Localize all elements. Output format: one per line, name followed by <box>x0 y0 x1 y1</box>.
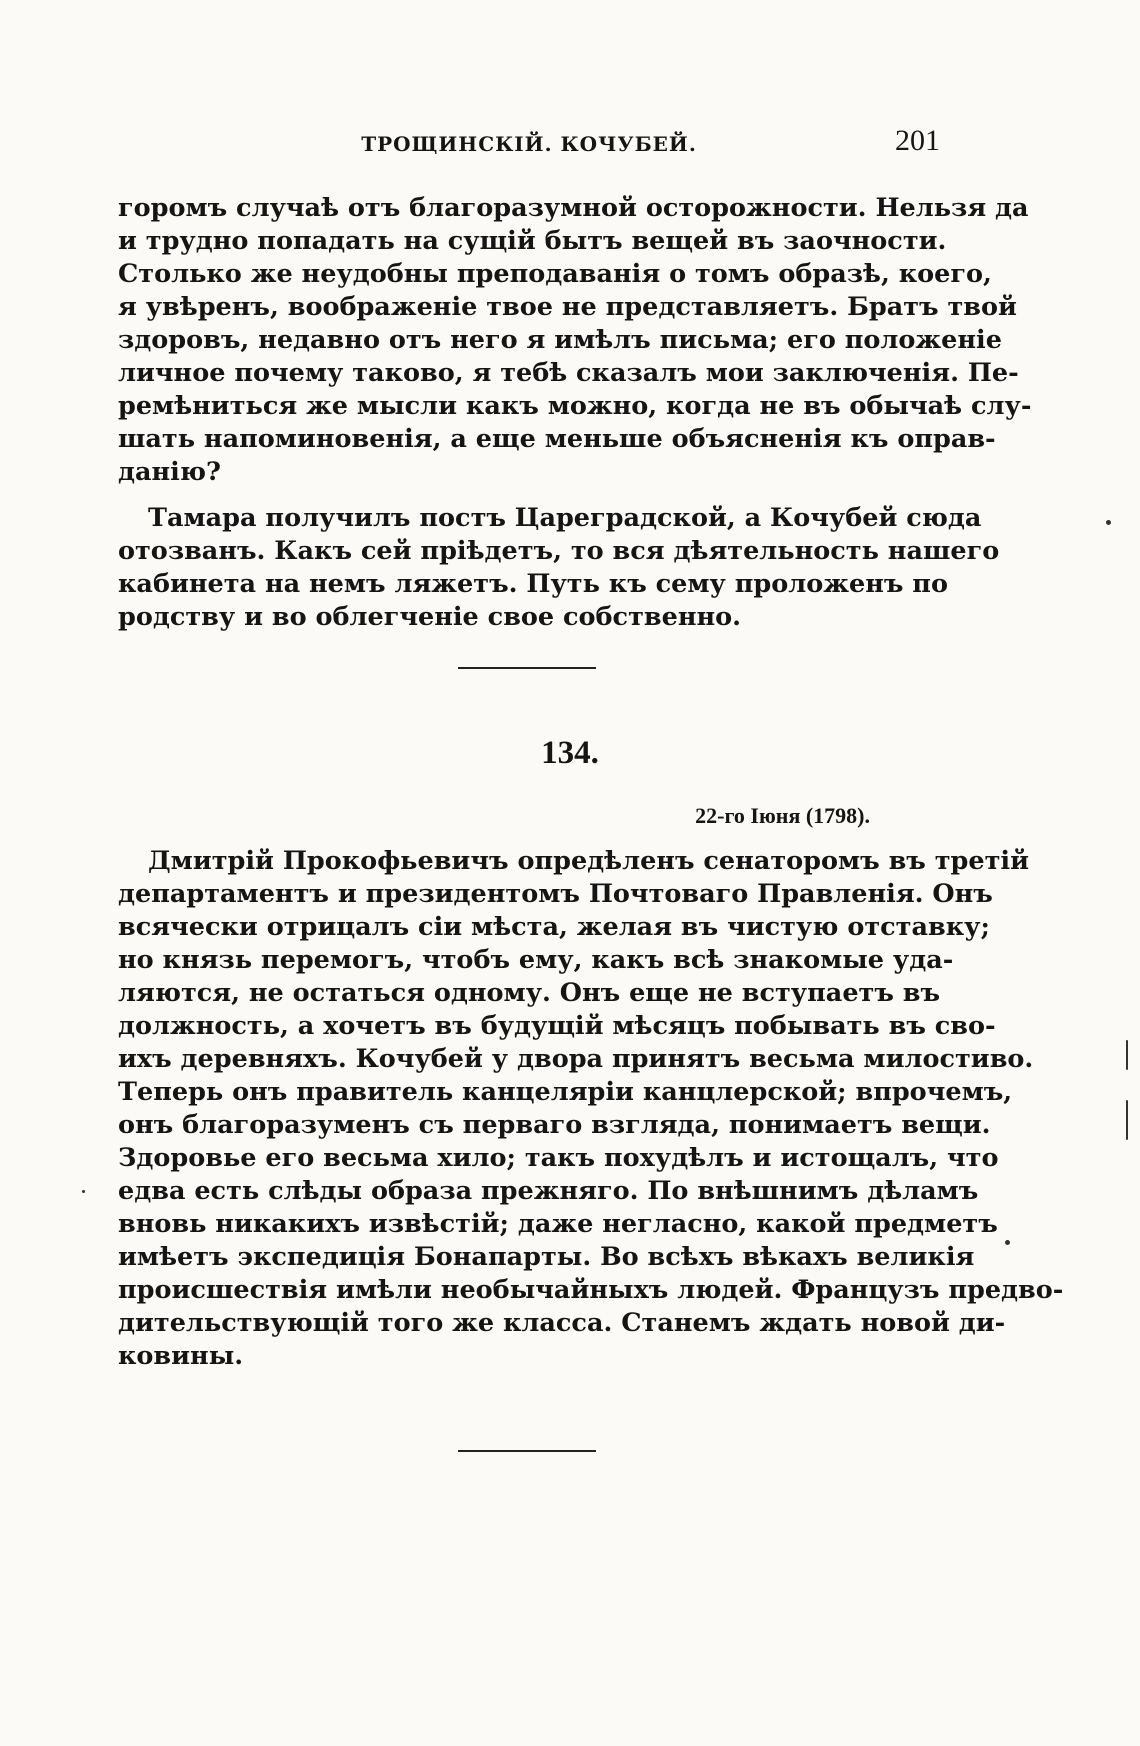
text-line: кабинета на немъ ляжетъ. Путь къ сему проложенъ по <box>118 569 948 599</box>
text-line: едва есть слѣды образа прежняго. По внѣшнимъ дѣламъ <box>118 1176 979 1206</box>
text-line: личное почему таково, я тебѣ сказалъ мои заключенія. Пе- <box>118 358 1019 388</box>
text-line: должность, а хочетъ въ будущій мѣсяцъ побывать въ сво- <box>118 1011 996 1041</box>
scan-speck <box>1106 520 1111 525</box>
text-line: вновь никакихъ извѣстій; даже негласно, какой предметъ <box>118 1209 998 1239</box>
text-line: здоровъ, недавно отъ него я имѣлъ письма; его положеніе <box>118 325 1002 355</box>
text-line: департаментъ и президентомъ Почтоваго Правленія. Онъ <box>118 879 993 909</box>
text-line: Тамара получилъ постъ Цареградской, а Кочубей сюда <box>148 503 982 533</box>
text-line: онъ благоразуменъ съ перваго взгляда, понимаетъ вещи. <box>118 1110 991 1140</box>
text-line: ихъ деревняхъ. Кочубей у двора принятъ весьма милостиво. <box>118 1044 1034 1074</box>
paragraph-tamara <box>118 502 1000 634</box>
text-line: я увѣренъ, воображеніе твое не представляетъ. Братъ твой <box>118 292 1017 322</box>
text-line: Теперь онъ правитель канцеляріи канцлерской; впрочемъ, <box>118 1077 1013 1107</box>
separator-rule <box>458 667 596 669</box>
text-line: ковины. <box>118 1341 244 1371</box>
scan-speck <box>1126 1100 1128 1140</box>
text-line: горомъ случаѣ отъ благоразумной осторожности. Нельзя да <box>118 193 1029 223</box>
text-line: Дмитрій Прокофьевичъ опредѣленъ сенаторомъ въ третій <box>148 846 1029 876</box>
text-line: имѣетъ экспедиція Бонапарты. Во всѣхъ вѣкахъ великія <box>118 1242 975 1272</box>
text-line: данію? <box>118 457 221 487</box>
letter-number: 134. <box>541 735 599 771</box>
text-line: ремѣниться же мысли какъ можно, когда не въ обычаѣ слу- <box>118 391 1032 421</box>
letter-date: 22-го Іюня (1798). <box>695 803 870 828</box>
text-line: всячески отрицалъ сіи мѣста, желая въ чистую отставку; <box>118 912 990 942</box>
text-line: Здоровье его весьма хило; такъ похудѣлъ и истощалъ, что <box>118 1143 999 1173</box>
text-line: и трудно попадать на сущій бытъ вещей въ заочности. <box>118 226 947 256</box>
scan-speck <box>1005 1240 1010 1245</box>
text-line: отозванъ. Какъ сей пріѣдетъ, то вся дѣятельность нашего <box>118 536 1000 566</box>
letter-body <box>118 845 1064 1373</box>
running-head: ТРОЩИНСКІЙ. КОЧУБЕЙ. <box>361 132 697 156</box>
text-line: происшествія имѣли необычайныхъ людей. Французъ предво- <box>118 1275 1064 1305</box>
scan-speck <box>82 1190 85 1193</box>
text-line: шать напоминовенія, а еще меньше объясненія къ оправ- <box>118 424 996 454</box>
text-line: ляются, не остаться одному. Онъ еще не вступаетъ въ <box>118 978 941 1008</box>
text-line: дительствующій того же класса. Станемъ ждать новой ди- <box>118 1308 1006 1338</box>
text-line: Столько же неудобны преподаванія о томъ образѣ, коего, <box>118 259 992 289</box>
separator-rule <box>458 1450 596 1452</box>
paragraph-continuation <box>118 192 1032 489</box>
text-line: но князь перемогъ, чтобъ ему, какъ всѣ знакомые уда- <box>118 945 954 975</box>
page-header <box>118 122 940 172</box>
scan-speck <box>1126 1040 1128 1070</box>
text-line: родству и во облегченіе свое собственно. <box>118 602 742 632</box>
page-number: 201 <box>895 124 940 157</box>
